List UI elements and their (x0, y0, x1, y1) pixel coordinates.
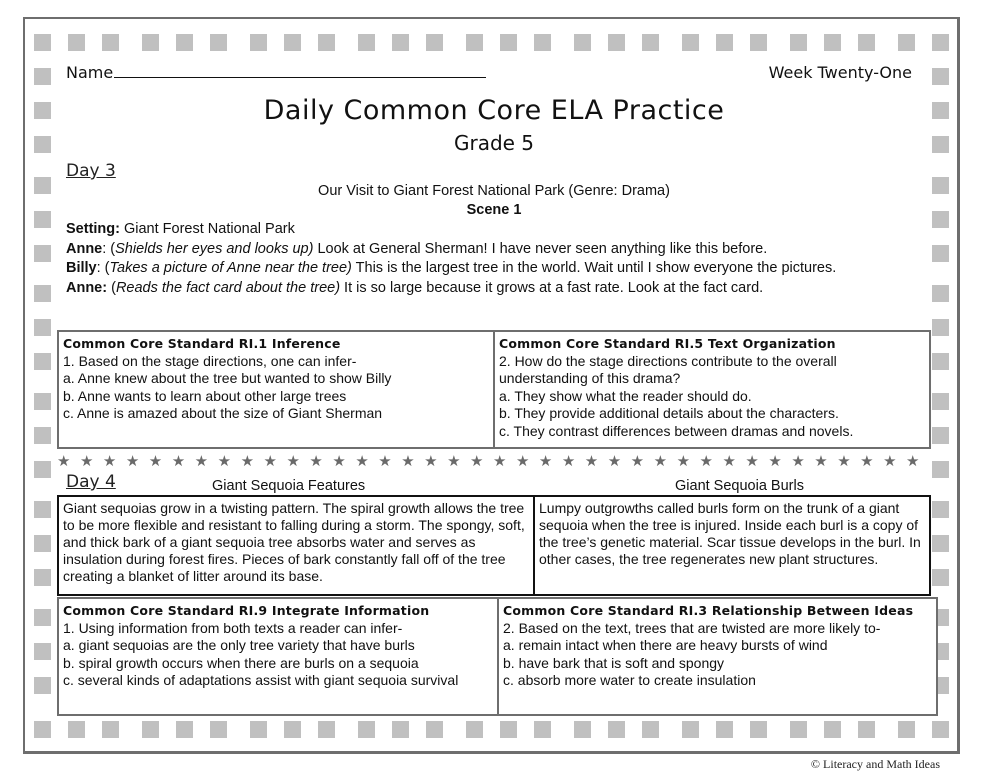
border-square (574, 34, 591, 51)
passage-box-burls (533, 495, 931, 596)
border-square (34, 245, 51, 262)
border-square (500, 721, 517, 738)
border-square (318, 34, 335, 51)
border-square (34, 609, 51, 626)
border-square (68, 34, 85, 51)
border-square (102, 721, 119, 738)
border-square (34, 319, 51, 336)
border-square (250, 34, 267, 51)
standard-label: Common Core Standard RI.5 Text Organization (499, 336, 836, 351)
border-square (608, 721, 625, 738)
setting-label: Setting: (66, 221, 120, 237)
scene-label: Scene 1 (466, 202, 522, 218)
border-square (682, 721, 699, 738)
border-square (932, 461, 949, 478)
answer-option-a[interactable]: a. giant sequoias are the only tree variety that have burls (63, 637, 415, 653)
question-box-ri1 (57, 330, 495, 449)
speaker: Billy (66, 260, 97, 276)
border-square (176, 34, 193, 51)
border-square (34, 34, 51, 51)
passage-box-features (57, 495, 535, 596)
name-blank-line[interactable] (114, 63, 486, 78)
border-square (34, 68, 51, 85)
border-square (790, 34, 807, 51)
border-square (142, 721, 159, 738)
border-square (284, 34, 301, 51)
border-square (642, 34, 659, 51)
week-label: Week Twenty-One (768, 63, 912, 82)
speaker: Anne (66, 240, 103, 257)
stage-direction: Takes a picture of Anne near the tree) (109, 260, 352, 276)
border-square (358, 34, 375, 51)
answer-option-c[interactable]: c. several kinds of adaptations assist with giant sequoia survival (63, 672, 459, 688)
border-square (790, 721, 807, 738)
border-square (932, 569, 949, 586)
dialogue-text: It is so large because it grows at a fast rate. Look at the fact card. (340, 279, 764, 296)
border-square (102, 34, 119, 51)
day-3-label: Day 3 (66, 161, 116, 181)
border-square (534, 721, 551, 738)
border-square (34, 393, 51, 410)
question-box-ri5 (493, 330, 931, 449)
drama-passage (66, 220, 926, 298)
border-square (574, 721, 591, 738)
border-square (750, 34, 767, 51)
passage-title: Our Visit to Giant Forest National Park (Genre: Drama) (318, 183, 670, 199)
border-square (932, 353, 949, 370)
stage-direction: Reads the fact card about the tree) (115, 279, 341, 296)
border-square (932, 34, 949, 51)
border-square (824, 721, 841, 738)
stage-direction: Shields her eyes and looks up) (115, 240, 314, 257)
answer-option-b[interactable]: b. They provide additional details about the characters. (499, 405, 839, 421)
passage-text: Giant sequoias grow in a twisting pattern. The spiral growth allows the tree to be more flexible and resistant to falling during a storm. The spongy, soft, and thick bark of a giant sequoia tree absorbs water and serves as insulation during forest fires. Pieces of bark constantly fall off of the tree creating a blanket of litter around its base. (63, 500, 525, 584)
speaker: Anne: (66, 279, 108, 296)
border-square (176, 721, 193, 738)
separator: : ( (96, 260, 110, 276)
copyright-notice: © Literacy and Math Ideas (810, 757, 940, 771)
grade-label: Grade 5 (453, 131, 535, 155)
dialogue-line (66, 259, 926, 279)
border-square (284, 721, 301, 738)
name-field[interactable] (66, 63, 486, 82)
border-square (142, 34, 159, 51)
border-square (858, 721, 875, 738)
setting-text: Giant Forest National Park (119, 221, 295, 237)
name-label: Name (66, 63, 114, 82)
border-square (682, 34, 699, 51)
border-square (34, 535, 51, 552)
answer-option-b[interactable]: b. Anne wants to learn about other large trees (63, 387, 347, 404)
answer-option-a[interactable]: a. Anne knew about the tree but wanted to show Billy (63, 370, 392, 386)
text-heading-burls: Giant Sequoia Burls (675, 478, 804, 494)
border-square (34, 501, 51, 518)
question-box-ri3 (497, 597, 938, 716)
border-square (716, 34, 733, 51)
border-square (34, 427, 51, 444)
standard-label: Common Core Standard RI.1 Inference (63, 336, 341, 351)
border-square (642, 721, 659, 738)
border-square (466, 34, 483, 51)
border-square (932, 501, 949, 518)
border-square (34, 461, 51, 478)
dialogue-text: Look at General Sherman! I have never seen anything like this before. (313, 240, 768, 257)
border-square (210, 34, 227, 51)
border-square (466, 721, 483, 738)
border-square (932, 721, 949, 738)
answer-option-b[interactable]: b. spiral growth occurs when there are burls on a sequoia (63, 654, 419, 671)
border-square (608, 34, 625, 51)
answer-option-a[interactable]: a. They show what the reader should do. (499, 387, 752, 404)
answer-option-c[interactable]: c. absorb more water to create insulation (503, 672, 756, 688)
border-square (392, 34, 409, 51)
dialogue-text: This is the largest tree in the world. Wait until I show everyone the pictures. (351, 260, 837, 276)
day-4-label: Day 4 (66, 472, 116, 492)
border-square (426, 34, 443, 51)
passage-text: Lumpy outgrowths called burls form on the trunk of a giant sequoia when the tree is injured. Inside each burl is a copy of the tree’s genetic material. Scar tissue develops in the burl. In other cases, the tree regenerates new plant structures. (539, 500, 921, 567)
dialogue-line (66, 279, 926, 299)
border-square (750, 721, 767, 738)
border-square (318, 721, 335, 738)
border-square (932, 245, 949, 262)
border-square (358, 721, 375, 738)
answer-option-c[interactable]: c. Anne is amazed about the size of Giant Sherman (63, 405, 383, 421)
border-square (34, 677, 51, 694)
border-square (426, 721, 443, 738)
border-square (932, 319, 949, 336)
question-text: 2. How do the stage directions contribute to the overall understanding of this drama? (499, 352, 837, 386)
separator: : ( (102, 240, 116, 257)
question-text: 1. Based on the stage directions, one can infer- (63, 352, 357, 369)
answer-option-c[interactable]: c. They contrast differences between dramas and novels. (499, 422, 854, 439)
border-square (932, 427, 949, 444)
border-square (500, 34, 517, 51)
border-square (932, 393, 949, 410)
border-square (932, 535, 949, 552)
answer-option-a[interactable]: a. remain intact when there are heavy bursts of wind (503, 637, 828, 653)
border-square (898, 721, 915, 738)
border-square (932, 285, 949, 302)
border-square (34, 569, 51, 586)
standard-label: Common Core Standard RI.3 Relationship Between Ideas (503, 603, 914, 618)
border-square (68, 721, 85, 738)
dialogue-line (66, 240, 926, 260)
border-square (210, 721, 227, 738)
border-square (534, 34, 551, 51)
page-title: Daily Common Core ELA Practice (263, 95, 725, 126)
answer-option-b[interactable]: b. have bark that is soft and spongy (503, 654, 725, 671)
question-text: 1. Using information from both texts a reader can infer- (63, 619, 403, 636)
border-square (932, 68, 949, 85)
border-square (250, 721, 267, 738)
border-square (898, 34, 915, 51)
separator: ( (107, 279, 116, 296)
border-square (34, 721, 51, 738)
border-square (858, 34, 875, 51)
question-box-ri9 (57, 597, 499, 716)
setting-line (66, 220, 926, 240)
border-square (824, 34, 841, 51)
border-square (34, 353, 51, 370)
text-heading-features: Giant Sequoia Features (212, 478, 366, 494)
border-square (716, 721, 733, 738)
question-text: 2. Based on the text, trees that are twisted are more likely to- (503, 619, 881, 636)
border-square (34, 285, 51, 302)
border-square (392, 721, 409, 738)
border-square (34, 643, 51, 660)
standard-label: Common Core Standard RI.9 Integrate Information (63, 603, 430, 618)
star-divider: ★★★★★★★★★★★★★★★★★★★★★★★★★★★★★★★★★★★★★★ (57, 453, 929, 470)
